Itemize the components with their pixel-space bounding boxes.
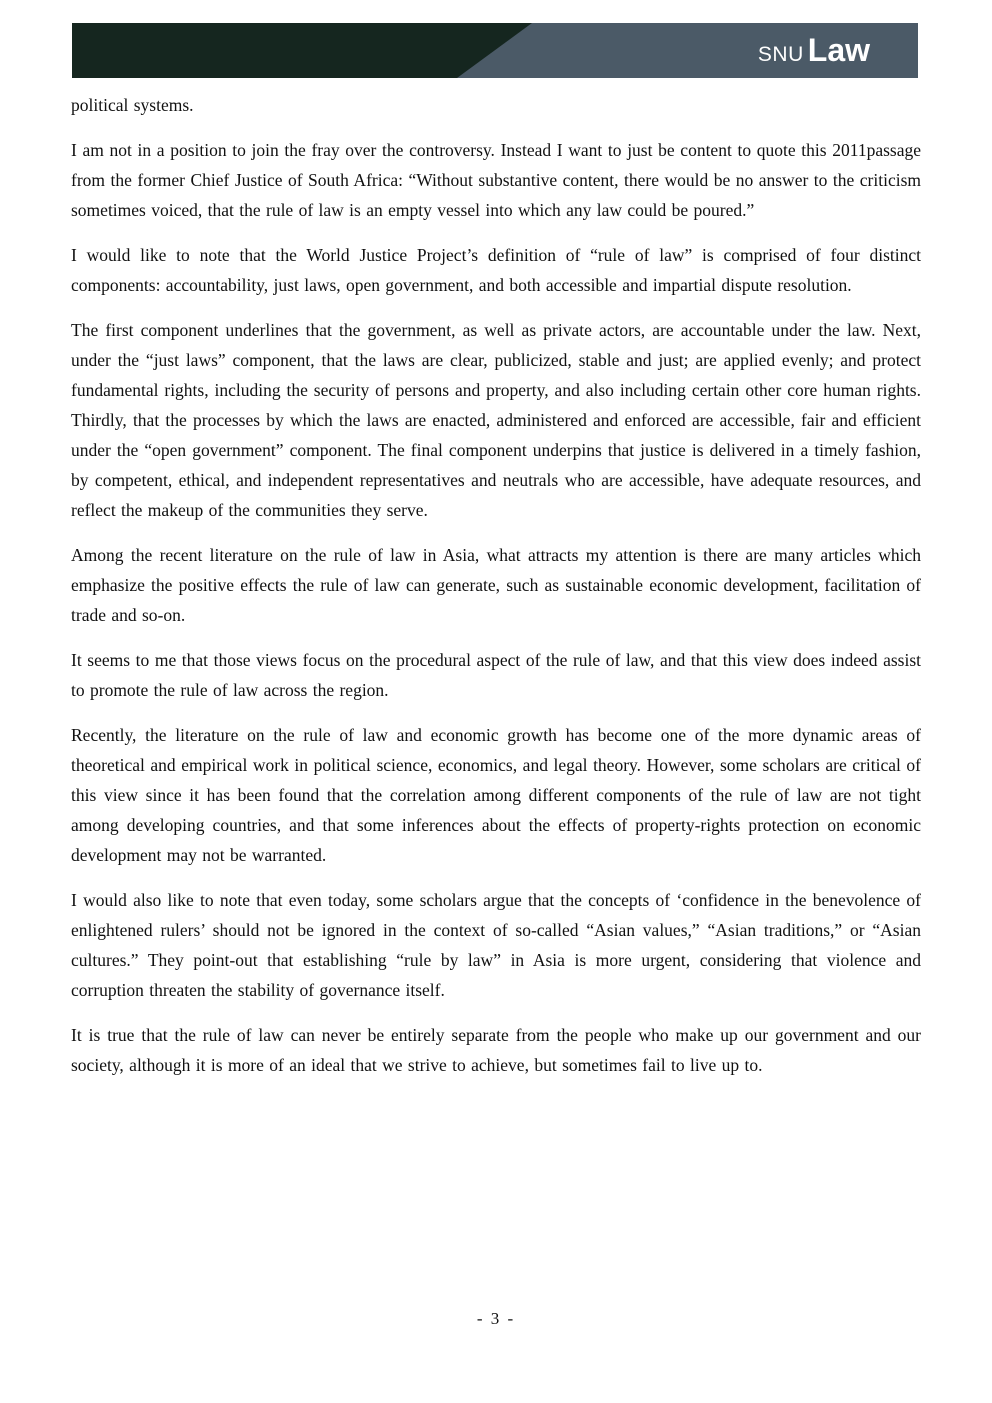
paragraph-components: The first component underlines that the government, as well as private actors, are accountable under the law. Next, under the “just laws” component, that the laws are clear, publicized, stable and just; are applied evenly; and protect fundamental rights, including the security of persons and property, and also including certain other core human rights. Thirdly, that the processes by which the laws are enacted, administered and enforced are accessible, fair and efficient under the “open government” component. The final component underpins that justice is delivered in a timely fashion, by competent, ethical, and independent representatives and neutrals who are accessible, have adequate resources, and reflect the makeup of the communities they serve.	[71, 320, 921, 520]
paragraph-procedural-aspect: It seems to me that those views focus on the procedural aspect of the rule of law, and that this view does indeed assist to promote the rule of law across the region.	[71, 650, 921, 700]
logo-main: Law	[807, 32, 870, 68]
paragraph-asian-values: I would also like to note that even today, some scholars argue that the concepts of ‘confidence in the benevolence of enlightened rulers’ should not be ignored in the context of so-called “Asian values,” “Asian traditions,” or “Asian cultures.” They point-out that establishing “rule by law” in Asia is more urgent, considering that violence and corruption threaten the stability of governance itself.	[71, 890, 921, 1000]
document-body	[71, 90, 921, 1095]
header-dark-band	[72, 23, 532, 78]
paragraph-conclusion: It is true that the rule of law can never be entirely separate from the people who make up our government and our society, although it is more of an ideal that we strive to achieve, but sometimes fail to live up to.	[71, 1025, 921, 1075]
page-number: - 3 -	[476, 1309, 516, 1328]
paragraph-continuation: political systems.	[71, 95, 194, 115]
paragraph-wjp-definition: I would like to note that the World Justice Project’s definition of “rule of law” is comprised of four distinct components: accountability, just laws, open government, and both accessible and impartial dispute resolution.	[71, 245, 921, 295]
paragraph-economic-growth: Recently, the literature on the rule of law and economic growth has become one of the more dynamic areas of theoretical and empirical work in political science, economics, and legal theory. However, some scholars are critical of this view since it has been found that the correlation among different components of the rule of law are not tight among developing countries, and that some inferences about the effects of property-rights protection on economic development may not be warranted.	[71, 725, 921, 865]
paragraph-asia-literature: Among the recent literature on the rule of law in Asia, what attracts my attention is there are many articles which emphasize the positive effects the rule of law can generate, such as sustainable economic development, facilitation of trade and so-on.	[71, 545, 921, 625]
paragraph-controversy: I am not in a position to join the fray over the controversy. Instead I want to just be content to quote this 2011passage from the former Chief Justice of South Africa: “Without substantive content, there would be no answer to the criticism sometimes voiced, that the rule of law is an empty vessel into which any law could be poured.”	[71, 140, 921, 220]
snu-law-logo	[758, 34, 870, 66]
page-header-banner	[72, 23, 918, 78]
logo-prefix: SNU	[757, 43, 804, 66]
